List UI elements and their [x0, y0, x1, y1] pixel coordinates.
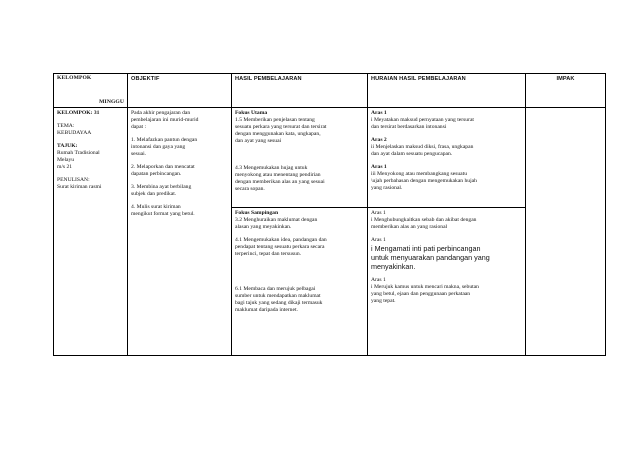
huraian-item: i Merujuk kamus untuk mencari makna, sebutan	[371, 284, 479, 290]
kelompok-number: KELOMPOK: 31	[57, 110, 100, 116]
aras-label: Aras 1	[371, 237, 386, 243]
lesson-table	[53, 73, 606, 356]
tajuk-value-2: Melayu	[57, 157, 75, 163]
hasil-item: terperinci, tepat dan tersusun.	[235, 251, 302, 257]
objektif-item: 3. Membina ayat berbilang	[131, 184, 192, 190]
hasil-sampingan-cell	[232, 208, 368, 356]
hasil-item: 1.5 Memberikan penjelasan tentang	[235, 117, 315, 123]
huraian-item: dan tersirat berdasarkan intonansi	[371, 124, 447, 130]
objektif-item: subjek dan predikat.	[131, 191, 177, 197]
huraian-item: yang betul, ejaan dan penggunaan perkataan	[371, 291, 471, 297]
hasil-utama-cell	[232, 108, 368, 208]
huraian-item: i Meyatakan maksud pernyataan yang tersurat	[371, 117, 474, 123]
huraian-item: i Mengamati inti pati perbincangan	[371, 244, 481, 253]
objektif-intro: pembelajaran ini murid-murid	[131, 117, 199, 123]
tema-value: KEBUDAYAA	[57, 130, 92, 136]
objektif-item: sesuai.	[131, 151, 147, 157]
header-objektif: OBJEKTIF	[128, 74, 232, 108]
hasil-item: pendapat tentang sesuatu perkara secara	[235, 244, 325, 250]
header-impak: IMPAK	[526, 74, 606, 108]
hasil-item: bagi tajuk yang sedang dikaji termasuk	[235, 300, 323, 306]
fokus-utama-label: Fokus Utama	[235, 110, 268, 116]
objektif-item: dapatan perbincangan.	[131, 171, 182, 177]
objektif-item: mengikut format yang betul.	[131, 211, 195, 217]
objektif-item: 2. Melaporkan dan mencatat	[131, 164, 195, 170]
objektif-item: 1. Melafazkan pantun dengan	[131, 137, 198, 143]
huraian-item: yang rasional.	[371, 185, 403, 191]
aras-label: Aras 1	[371, 110, 387, 116]
tema-label: TEMA:	[57, 123, 75, 129]
objektif-intro: Pada akhir pengajaran dan	[131, 110, 191, 116]
huraian-item: dan ayat dalam sesuatu pengucapan.	[371, 151, 453, 157]
kelompok-label: KELOMPOK	[57, 75, 92, 81]
header-hasil: HASIL PEMBELAJARAN	[232, 74, 368, 108]
hasil-item: 6.1 Membaca dan merujuk pelbagai	[235, 286, 316, 292]
huraian-item: yang tepat.	[371, 298, 396, 304]
hasil-item: dengan memberikan alas an yang sesuai	[235, 179, 325, 185]
huraian-utama-cell	[368, 108, 526, 208]
hasil-item: sumber untuk mendapatkan maklumat	[235, 293, 321, 299]
tajuk-value-1: Rumah Tradisional	[57, 150, 100, 156]
impak-cell	[526, 108, 606, 356]
hasil-item: menyokong atau menentang pendirian	[235, 172, 321, 178]
fokus-sampingan-label: Fokus Sampingan	[235, 210, 279, 216]
objektif-intro: dapat :	[131, 124, 147, 130]
table-row	[54, 108, 606, 208]
hasil-item: 3.2 Menghuraikan maklumat dengan	[235, 217, 318, 223]
header-huraian: HURAIAN HASIL PEMBELAJARAN	[368, 74, 526, 108]
aras-label: Aras 1	[371, 277, 386, 283]
hasil-item: dan ayat yang sesuai	[235, 138, 282, 144]
penulisan-label: PENULISAN:	[57, 177, 90, 183]
hasil-item: maklumat daripada internet.	[235, 307, 298, 313]
aras-label: Aras 1	[371, 164, 387, 170]
hasil-item: sesuatu perkara yang tersurat dan tersirat	[235, 124, 327, 130]
hasil-item: 4.1 Mengemukakan idea, pandangan dan	[235, 237, 327, 243]
penulisan-value: Surat kiriman rasmi	[57, 184, 102, 190]
huraian-item: untuk menyuarakan pandangan yang	[371, 253, 490, 262]
kelompok-cell	[54, 108, 128, 356]
aras-label: Aras 1	[371, 210, 386, 216]
minggu-label: MINGGU	[99, 99, 124, 105]
huraian-item: menyakinkan.	[371, 262, 416, 271]
huraian-item: memberikan alas an yang rasional	[371, 224, 448, 230]
hasil-item: alasan yang meyakinkan.	[235, 224, 292, 230]
hasil-item: 4.3 Mengemukakan hujag untuk	[235, 165, 308, 171]
objektif-item: intonansi dan gaya yang	[131, 144, 186, 150]
document-page	[53, 73, 605, 376]
objektif-cell	[128, 108, 232, 356]
hasil-item: secara sopan.	[235, 186, 265, 192]
aras-label: Aras 2	[371, 137, 387, 143]
hasil-item: dengan menggunakan kata, ungkapan,	[235, 131, 321, 137]
huraian-item: \ujah perbahasan dengan mengemukakan hujah	[371, 178, 477, 184]
header-row	[54, 74, 606, 108]
tajuk-label: TAJUK:	[57, 143, 78, 149]
objektif-item: 4. Mulis surat kiriman	[131, 204, 181, 210]
huraian-item: iii Menyokong atau membangkang sesuatu	[371, 171, 468, 177]
huraian-sampingan-cell	[368, 208, 526, 356]
huraian-item: i Menghubungkaitkan sebab dan akibat dengan	[371, 217, 477, 223]
huraian-item: ii Menjelaskan maksud diksi, frasa, ungkapan	[371, 144, 474, 150]
header-kelompok-cell	[54, 74, 128, 108]
page-ref: m/s 21	[57, 164, 73, 170]
